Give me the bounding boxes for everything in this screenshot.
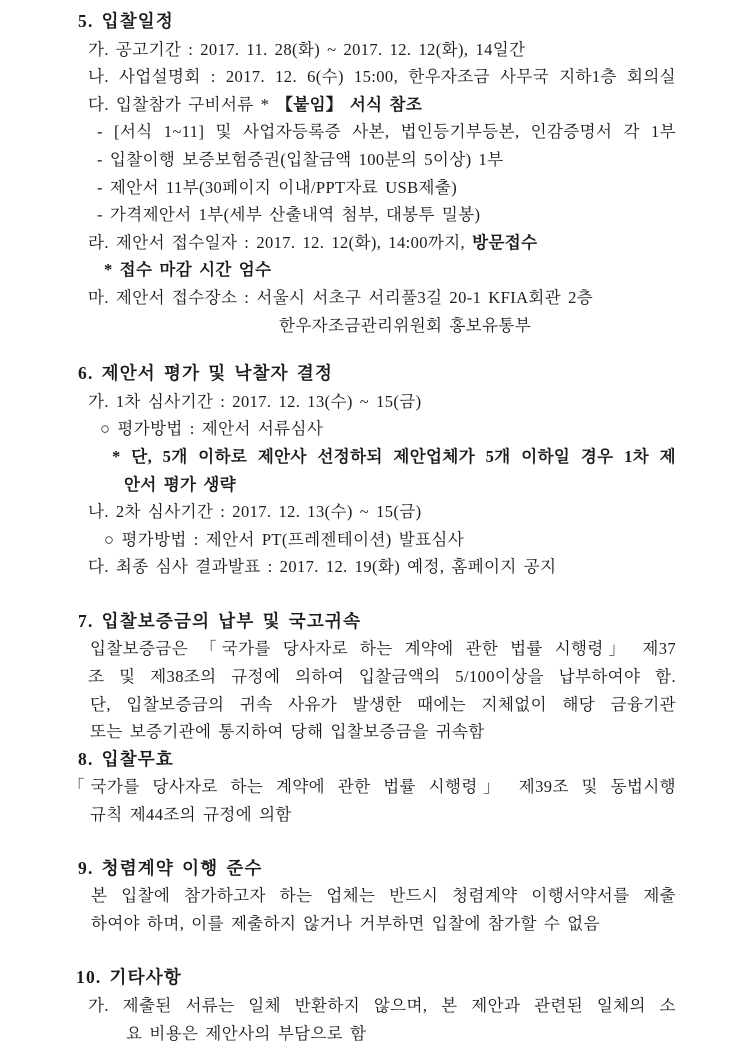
text-line — [0, 36, 676, 64]
text-segment: - [서식 1~11] 및 사업자등록증 사본, 법인등기부등본, 인감증명서 각 1부 — [97, 122, 676, 142]
text-line — [0, 256, 676, 284]
text-line — [0, 801, 676, 829]
text-segment: 한우자조금관리위원회 홍보유통부 — [279, 315, 532, 335]
text-segment: 다. 최종 심사 결과발표 : 2017. 12. 19(화) 예정, 홈페이지 공지 — [88, 557, 557, 577]
text-line — [0, 443, 676, 471]
section-heading: 6. 제안서 평가 및 낙찰자 결정 — [78, 363, 334, 384]
text-segment: 가. 1차 심사기간 : 2017. 12. 13(수) ~ 15(금) — [88, 391, 422, 411]
text-segment: 나. 2차 심사기간 : 2017. 12. 13(수) ~ 15(금) — [88, 502, 422, 522]
text-line — [0, 312, 676, 340]
text-line — [0, 388, 676, 416]
text-line — [0, 718, 676, 746]
text-line — [0, 63, 676, 91]
text-line — [0, 526, 676, 554]
text-line — [0, 91, 676, 119]
text-segment: 하여야 하며, 이를 제출하지 않거나 거부하면 입찰에 참가할 수 없음 — [91, 913, 600, 933]
text-line — [0, 415, 676, 443]
text-line — [0, 691, 676, 719]
section-heading: 9. 청렴계약 이행 준수 — [78, 857, 263, 878]
text-segment: 단, 입찰보증금의 귀속 사유가 발생한 때에는 지체없이 해당 금융기관 — [90, 694, 676, 714]
section-heading: 8. 입찰무효 — [78, 748, 175, 769]
text-segment: 라. 제안서 접수일자 : 2017. 12. 12(화), 14:00까지, — [88, 232, 473, 252]
text-segment: - 제안서 11부(30페이지 이내/PPT자료 USB제출) — [97, 177, 458, 197]
text-segment: 「국가를 당사자로 하는 계약에 관한 법률 시행령」 제39조 및 동법시행 — [68, 777, 676, 797]
text-segment: 본 입찰에 참가하고자 하는 업체는 반드시 청렴계약 이행서약서를 제출 — [91, 886, 676, 906]
section-heading: 5. 입찰일정 — [78, 11, 175, 31]
text-segment: 요 비용은 제안사의 부담으로 함 — [126, 1023, 367, 1043]
text-line — [0, 284, 676, 312]
text-line — [0, 201, 676, 229]
text-line — [0, 553, 676, 581]
text-segment: 가. 제출된 서류는 일체 반환하지 않으며, 본 제안과 관련된 일체의 소 — [88, 996, 676, 1015]
text-line — [0, 229, 676, 257]
text-segment: - 가격제안서 1부(세부 산출내역 첨부, 대봉투 밀봉) — [97, 205, 481, 225]
text-line — [0, 882, 676, 910]
text-segment: 입찰보증금은 「국가를 당사자로 하는 계약에 관한 법률 시행령」 제37 — [90, 639, 676, 659]
section-heading: 7. 입찰보증금의 납부 및 국고귀속 — [78, 610, 362, 631]
text-segment: 【붙임】 서식 참조 — [276, 94, 423, 114]
text-segment: 안서 평가 생략 — [124, 474, 237, 494]
text-line — [0, 1020, 676, 1048]
section-heading: 10. 기타사항 — [76, 967, 182, 988]
document-section — [0, 360, 676, 581]
text-line — [0, 992, 676, 1020]
document-section — [0, 964, 676, 1047]
text-segment: 방문접수 — [472, 232, 538, 252]
document-section — [0, 746, 676, 829]
text-line — [0, 118, 676, 146]
text-line — [0, 910, 676, 938]
document-section — [0, 8, 676, 339]
text-segment: 나. 사업설명회 : 2017. 12. 6(수) 15:00, 한우자조금 사무국 지하1층 회의실 — [88, 67, 676, 87]
text-segment: 다. 입찰참가 구비서류 * — [88, 94, 277, 114]
text-segment: * 접수 마감 시간 엄수 — [104, 260, 272, 280]
text-segment: 조 및 제38조의 규정에 의하여 입찰금액의 5/100이상을 납부하여야 함. — [88, 667, 676, 687]
text-segment: 가. 공고기간 : 2017. 11. 28(화) ~ 2017. 12. 12(화), 14일간 — [88, 39, 526, 59]
text-line — [0, 663, 676, 691]
text-segment: * 단, 5개 이하로 제안사 선정하되 제안업체가 5개 이하일 경우 1차 제 — [112, 446, 676, 466]
text-segment: 규칙 제44조의 규정에 의함 — [90, 805, 292, 825]
text-segment: ○ 평가방법 : 제안서 PT(프레젠테이션) 발표심사 — [104, 529, 465, 549]
text-line — [0, 174, 676, 202]
text-line — [0, 471, 676, 499]
text-segment: 마. 제안서 접수장소 : 서울시 서초구 서리풀3길 20-1 KFIA회관 2층 — [88, 287, 594, 307]
text-segment: ○ 평가방법 : 제안서 서류심사 — [100, 419, 324, 439]
document-section — [0, 608, 676, 746]
text-line — [0, 773, 676, 801]
text-line — [0, 635, 676, 663]
document-section — [0, 855, 676, 938]
text-segment: - 입찰이행 보증보험증권(입찰금액 100분의 5이상) 1부 — [97, 149, 504, 169]
text-line — [0, 498, 676, 526]
text-segment: 또는 보증기관에 통지하여 당해 입찰보증금을 귀속함 — [90, 722, 485, 742]
text-line — [0, 146, 676, 174]
